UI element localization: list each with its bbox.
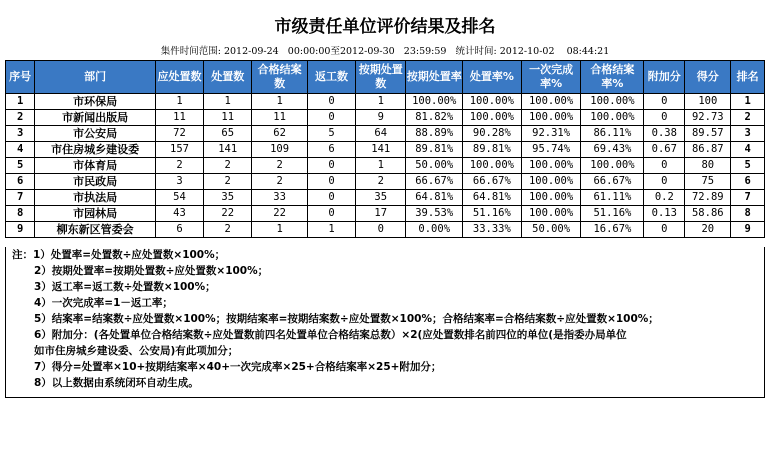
note-line: 注：1）处置率=处置数÷应处置数×100%； — [12, 249, 226, 261]
table-cell: 65 — [204, 126, 252, 142]
table-cell: 1 — [204, 94, 252, 110]
table-cell: 89.81% — [406, 142, 463, 158]
notes-box — [5, 247, 765, 398]
table-cell: 8 — [6, 206, 35, 222]
table-cell: 2 — [731, 110, 765, 126]
table-row — [6, 126, 765, 142]
col-header: 按期处置数 — [356, 61, 406, 94]
table-cell: 8 — [731, 206, 765, 222]
table-cell: 22 — [252, 206, 308, 222]
table-cell: 66.67% — [406, 174, 463, 190]
header-row — [6, 61, 765, 94]
table-cell: 39.53% — [406, 206, 463, 222]
table-cell: 0 — [307, 174, 355, 190]
table-cell: 1 — [356, 94, 406, 110]
table-cell: 69.43% — [581, 142, 644, 158]
table-cell: 100.00% — [463, 158, 522, 174]
dept-cell: 市新闻出版局 — [35, 110, 156, 126]
col-header: 处置率% — [463, 61, 522, 94]
table-cell: 51.16% — [581, 206, 644, 222]
dept-cell: 市环保局 — [35, 94, 156, 110]
table-cell: 1 — [252, 222, 308, 238]
note-line: 7）得分=处置率×10+按期结案率×40+一次完成率×25+合格结案率×25+附加分； — [34, 361, 442, 373]
table-cell: 2 — [356, 174, 406, 190]
table-cell: 1 — [731, 94, 765, 110]
table-cell: 9 — [6, 222, 35, 238]
table-row — [6, 158, 765, 174]
table-cell: 100.00% — [581, 94, 644, 110]
table-cell: 141 — [204, 142, 252, 158]
table-cell: 0.38 — [644, 126, 685, 142]
col-header: 合格结案率% — [581, 61, 644, 94]
table-cell: 90.28% — [463, 126, 522, 142]
note-line: 5）结案率=结案数÷应处置数×100%；按期结案率=按期结案数÷应处置数×100%；合格结案率=合格结案数÷应处置数×100%； — [34, 313, 659, 325]
table-cell: 35 — [356, 190, 406, 206]
table-row — [6, 190, 765, 206]
note-line: 8）以上数据由系统闭环自动生成。 — [34, 377, 199, 389]
col-header: 返工数 — [307, 61, 355, 94]
col-header: 应处置数 — [155, 61, 203, 94]
table-cell: 0.2 — [644, 190, 685, 206]
table-cell: 100.00% — [521, 174, 581, 190]
table-cell: 0.00% — [406, 222, 463, 238]
table-cell: 50.00% — [521, 222, 581, 238]
table-cell: 9 — [356, 110, 406, 126]
table-cell: 72.89 — [685, 190, 731, 206]
table-cell: 4 — [731, 142, 765, 158]
table-cell: 6 — [155, 222, 203, 238]
table-row — [6, 174, 765, 190]
table-cell: 89.81% — [463, 142, 522, 158]
table-cell: 62 — [252, 126, 308, 142]
table-cell: 11 — [204, 110, 252, 126]
table-row — [6, 222, 765, 238]
table-cell: 0.13 — [644, 206, 685, 222]
table-cell: 100.00% — [581, 158, 644, 174]
table-cell: 0 — [644, 110, 685, 126]
table-cell: 141 — [356, 142, 406, 158]
col-header: 按期处置率 — [406, 61, 463, 94]
dept-cell: 市体育局 — [35, 158, 156, 174]
table-cell: 3 — [155, 174, 203, 190]
table-cell: 2 — [252, 158, 308, 174]
table-cell: 7 — [731, 190, 765, 206]
table-row — [6, 94, 765, 110]
note-line: 4）一次完成率=1－返工率； — [34, 297, 173, 309]
table-cell: 0 — [644, 94, 685, 110]
table-cell: 66.67% — [463, 174, 522, 190]
table-cell: 100.00% — [581, 110, 644, 126]
table-cell: 0 — [644, 174, 685, 190]
table-cell: 92.73 — [685, 110, 731, 126]
col-header: 排名 — [731, 61, 765, 94]
table-cell: 0.67 — [644, 142, 685, 158]
table-cell: 95.74% — [521, 142, 581, 158]
col-header: 序号 — [6, 61, 35, 94]
table-cell: 1 — [252, 94, 308, 110]
table-cell: 2 — [6, 110, 35, 126]
table-cell: 35 — [204, 190, 252, 206]
dept-cell: 市执法局 — [35, 190, 156, 206]
table-row — [6, 206, 765, 222]
table-cell: 66.67% — [581, 174, 644, 190]
table-cell: 100.00% — [463, 110, 522, 126]
table-cell: 100.00% — [406, 94, 463, 110]
table-cell: 0 — [644, 158, 685, 174]
table-cell: 0 — [307, 158, 355, 174]
table-cell: 0 — [307, 94, 355, 110]
table-cell: 17 — [356, 206, 406, 222]
table-cell: 5 — [307, 126, 355, 142]
dept-cell: 市民政局 — [35, 174, 156, 190]
table-cell: 100.00% — [521, 190, 581, 206]
table-cell: 100.00% — [463, 94, 522, 110]
table-cell: 0 — [644, 222, 685, 238]
table-cell: 33.33% — [463, 222, 522, 238]
table-cell: 4 — [6, 142, 35, 158]
table-cell: 51.16% — [463, 206, 522, 222]
table-cell: 64.81% — [406, 190, 463, 206]
table-cell: 1 — [155, 94, 203, 110]
col-header: 附加分 — [644, 61, 685, 94]
col-header: 一次完成率% — [521, 61, 581, 94]
table-cell: 100.00% — [521, 158, 581, 174]
table-cell: 0 — [307, 206, 355, 222]
dept-cell: 市园林局 — [35, 206, 156, 222]
table-cell: 72 — [155, 126, 203, 142]
table-cell: 11 — [155, 110, 203, 126]
table-cell: 3 — [731, 126, 765, 142]
table-cell: 6 — [307, 142, 355, 158]
note-line: 6）附加分：(各处置单位合格结案数÷应处置数前四名处置单位合格结案总数）×2(应处置数排名前四位的单位(是指委办局单位 — [34, 329, 627, 341]
table-cell: 75 — [685, 174, 731, 190]
table-cell: 81.82% — [406, 110, 463, 126]
table-cell: 0 — [307, 190, 355, 206]
table-cell: 2 — [155, 158, 203, 174]
table-cell: 92.31% — [521, 126, 581, 142]
note-line: 3）返工率=返工数÷处置数×100%； — [34, 281, 216, 293]
dept-cell: 柳东新区管委会 — [35, 222, 156, 238]
table-cell: 89.57 — [685, 126, 731, 142]
page-title: 市级责任单位评价结果及排名 — [274, 17, 496, 37]
table-cell: 1 — [356, 158, 406, 174]
table-cell: 5 — [731, 158, 765, 174]
table-cell: 33 — [252, 190, 308, 206]
table-cell: 7 — [6, 190, 35, 206]
col-header: 合格结案数 — [252, 61, 308, 94]
table-cell: 16.67% — [581, 222, 644, 238]
table-cell: 6 — [731, 174, 765, 190]
table-cell: 22 — [204, 206, 252, 222]
table-cell: 86.11% — [581, 126, 644, 142]
table-cell: 100.00% — [521, 110, 581, 126]
note-line: 2）按期处置率=按期处置数÷应处置数×100%； — [34, 265, 269, 277]
table-cell: 54 — [155, 190, 203, 206]
table-cell: 20 — [685, 222, 731, 238]
table-cell: 61.11% — [581, 190, 644, 206]
table-cell: 2 — [204, 174, 252, 190]
col-header: 处置数 — [204, 61, 252, 94]
table-cell: 80 — [685, 158, 731, 174]
time-range: 集件时间范围: 2012-09-24 00:00:00至2012-09-30 23:59:59 统计时间: 2012-10-02 08:44:21 — [160, 46, 610, 57]
table-body — [6, 94, 765, 238]
table-cell: 11 — [252, 110, 308, 126]
table-cell: 100.00% — [521, 206, 581, 222]
ranking-table — [5, 60, 765, 238]
table-cell: 58.86 — [685, 206, 731, 222]
table-cell: 88.89% — [406, 126, 463, 142]
table-cell: 9 — [731, 222, 765, 238]
table-row — [6, 142, 765, 158]
table-cell: 109 — [252, 142, 308, 158]
table-cell: 0 — [307, 110, 355, 126]
table-cell: 1 — [6, 94, 35, 110]
table-cell: 64 — [356, 126, 406, 142]
table-cell: 1 — [307, 222, 355, 238]
table-cell: 100.00% — [521, 94, 581, 110]
table-cell: 50.00% — [406, 158, 463, 174]
table-cell: 0 — [356, 222, 406, 238]
table-row — [6, 110, 765, 126]
table-cell: 2 — [204, 158, 252, 174]
dept-cell: 市公安局 — [35, 126, 156, 142]
table-cell: 43 — [155, 206, 203, 222]
dept-cell: 市住房城乡建设委 — [35, 142, 156, 158]
table-cell: 3 — [6, 126, 35, 142]
table-cell: 6 — [6, 174, 35, 190]
table-cell: 100 — [685, 94, 731, 110]
table-cell: 157 — [155, 142, 203, 158]
table-cell: 86.87 — [685, 142, 731, 158]
col-header: 部门 — [35, 61, 156, 94]
col-header: 得分 — [685, 61, 731, 94]
table-cell: 5 — [6, 158, 35, 174]
table-cell: 2 — [204, 222, 252, 238]
table-cell: 2 — [252, 174, 308, 190]
note-line: 如市住房城乡建设委、公安局)有此项加分； — [34, 345, 239, 357]
table-cell: 64.81% — [463, 190, 522, 206]
